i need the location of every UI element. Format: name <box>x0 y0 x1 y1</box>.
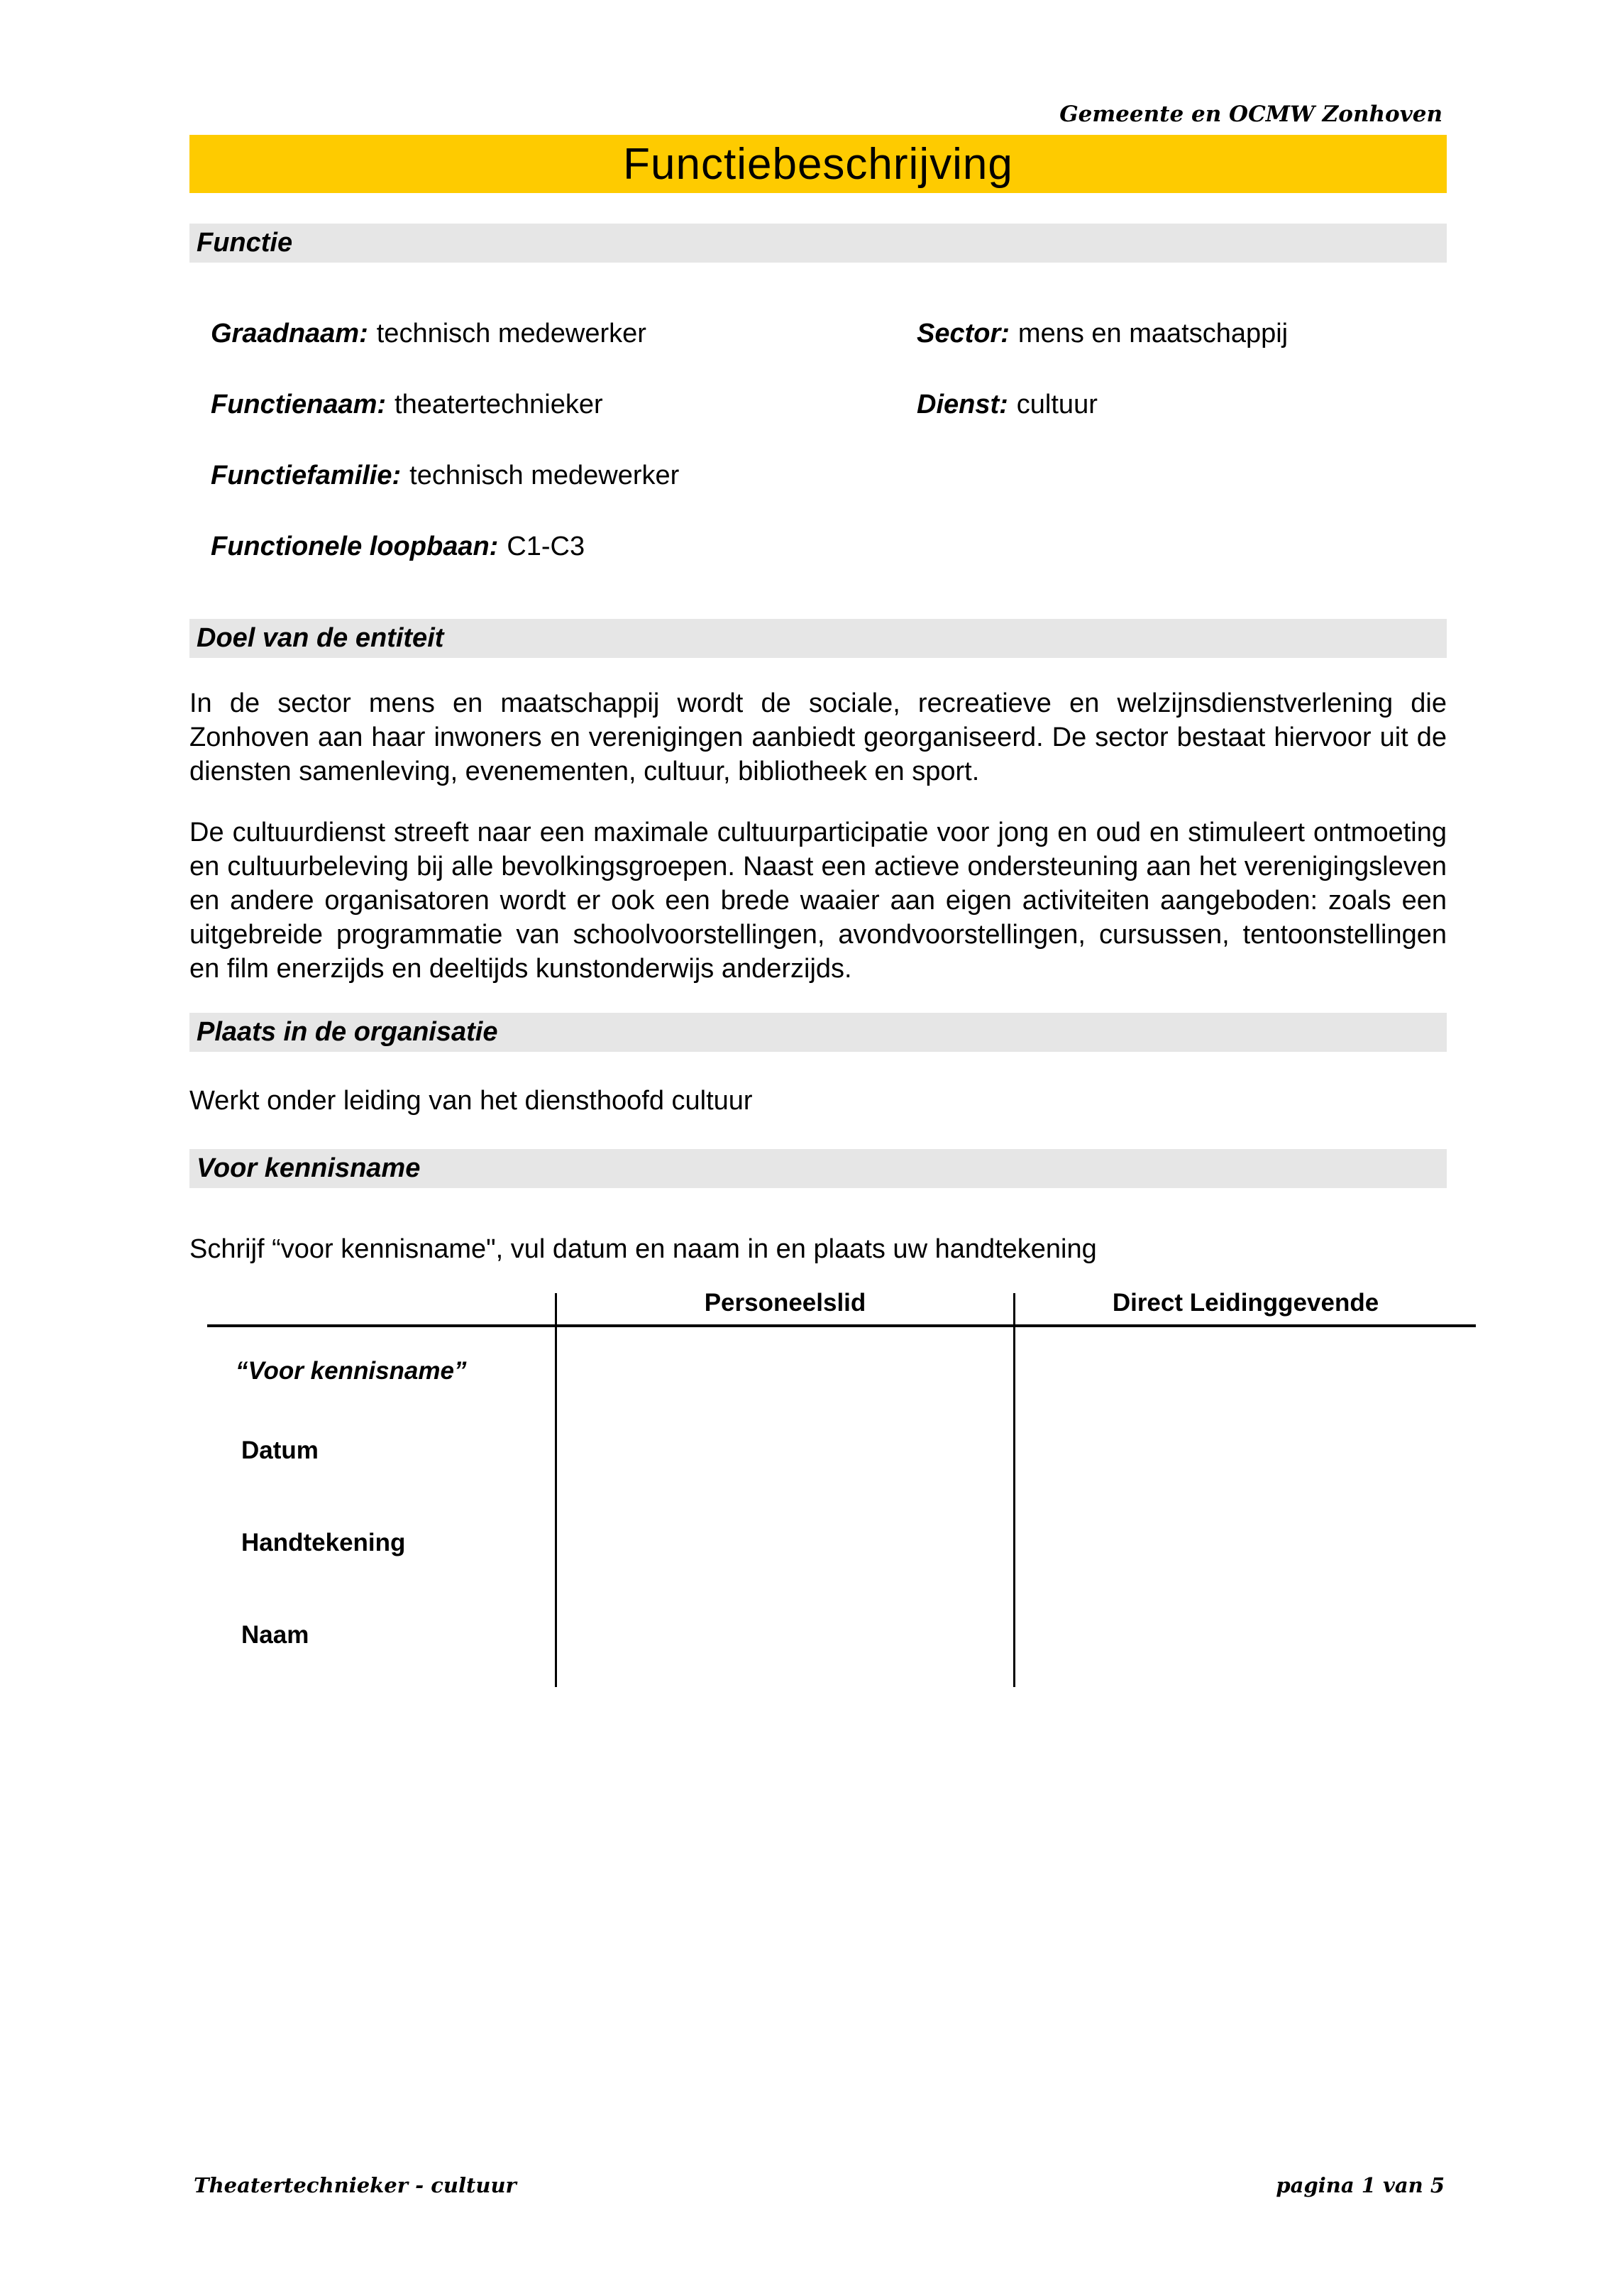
field-dienst <box>917 390 1447 419</box>
field-value: mens en maatschappij <box>1017 319 1289 348</box>
field-label: Functiefamilie: <box>211 461 402 490</box>
field-graadnaam <box>211 319 917 348</box>
table-cell-empty <box>1013 1591 1476 1687</box>
table-row-label-datum: Datum <box>241 1437 319 1464</box>
section-heading-kennisname: Voor kennisname <box>189 1149 1447 1188</box>
field-functionele-loopbaan <box>211 532 917 561</box>
table-header-leidinggevende: Direct Leidinggevende <box>1013 1293 1476 1327</box>
field-label: Functienaam: <box>211 390 387 419</box>
field-row <box>211 461 1447 490</box>
field-label: Functionele loopbaan: <box>211 532 499 561</box>
field-functienaam <box>211 390 917 419</box>
page-content <box>189 0 1447 1687</box>
footer-document-title: Theatertechnieker - cultuur <box>194 2173 517 2197</box>
field-row <box>211 319 1447 348</box>
field-label: Dienst: <box>917 390 1008 419</box>
table-cell-empty <box>1013 1499 1476 1591</box>
table-cell-empty <box>555 1499 1013 1591</box>
title-banner <box>189 135 1447 193</box>
field-value: technisch medewerker <box>376 319 646 348</box>
table-header-empty <box>207 1293 555 1327</box>
field-value: C1-C3 <box>507 532 585 561</box>
field-label: Sector: <box>917 319 1010 348</box>
header-organization: Gemeente en OCMW Zonhoven <box>1059 101 1442 127</box>
field-sector <box>917 319 1447 348</box>
plaats-text: Werkt onder leiding van het diensthoofd cultuur <box>189 1086 753 1116</box>
field-row <box>211 532 1447 561</box>
field-value: theatertechnieker <box>395 390 603 419</box>
kennisname-instruction: Schrijf “voor kennisname", vul datum en naam in en plaats uw handtekening <box>189 1234 1097 1264</box>
field-functiefamilie <box>211 461 917 490</box>
table-cell-empty <box>555 1407 1013 1499</box>
table-row-label-naam: Naam <box>241 1621 309 1649</box>
page-title: Functiebeschrijving <box>623 139 1013 189</box>
table-cell-empty <box>555 1327 1013 1407</box>
table-cell-empty <box>555 1591 1013 1687</box>
table-header-personeelslid: Personeelslid <box>555 1293 1013 1327</box>
section-heading-functie: Functie <box>189 224 1447 263</box>
doel-paragraph-2: De cultuurdienst streeft naar een maximale cultuurparticipatie voor jong en oud en stimuleert ontmoeting en cultuurbeleving bij alle bevolkingsgroepen. Naast een actieve ondersteuning aan het verenigingsleven en andere organisatoren wordt er ook een brede waaier aan eigen activiteiten aangeboden: zoals een uitgebreide programmatie van schoolvoorstellingen, avondvoorstellingen, cursussen, tentoonstellingen en film enerzijds en deeltijds kunstonderwijs anderzijds. <box>189 818 1447 984</box>
field-row <box>211 390 1447 419</box>
signature-table <box>207 1289 1476 1687</box>
functie-fields <box>211 319 1447 561</box>
section-heading-plaats: Plaats in de organisatie <box>189 1013 1447 1052</box>
footer-page-number: pagina 1 van 5 <box>1276 2173 1445 2197</box>
field-value: cultuur <box>1016 390 1098 419</box>
table-cell-empty <box>1013 1407 1476 1499</box>
table-row-label-handtekening: Handtekening <box>241 1529 406 1556</box>
section-heading-doel: Doel van de entiteit <box>189 619 1447 658</box>
table-cell-empty <box>1013 1327 1476 1407</box>
page-footer <box>194 2173 1445 2197</box>
doel-paragraph-1: In de sector mens en maatschappij wordt de sociale, recreatieve en welzijnsdienstverlening die Zonhoven aan haar inwoners en verenigingen aanbiedt georganiseerd. De sector bestaat hiervoor uit de diensten samenleving, evenementen, cultuur, bibliotheek en sport. <box>189 688 1447 786</box>
field-label: Graadnaam: <box>211 319 368 348</box>
table-row-label-voor-kennisname: “Voor kennisname” <box>236 1357 467 1385</box>
field-value: technisch medewerker <box>409 461 680 490</box>
